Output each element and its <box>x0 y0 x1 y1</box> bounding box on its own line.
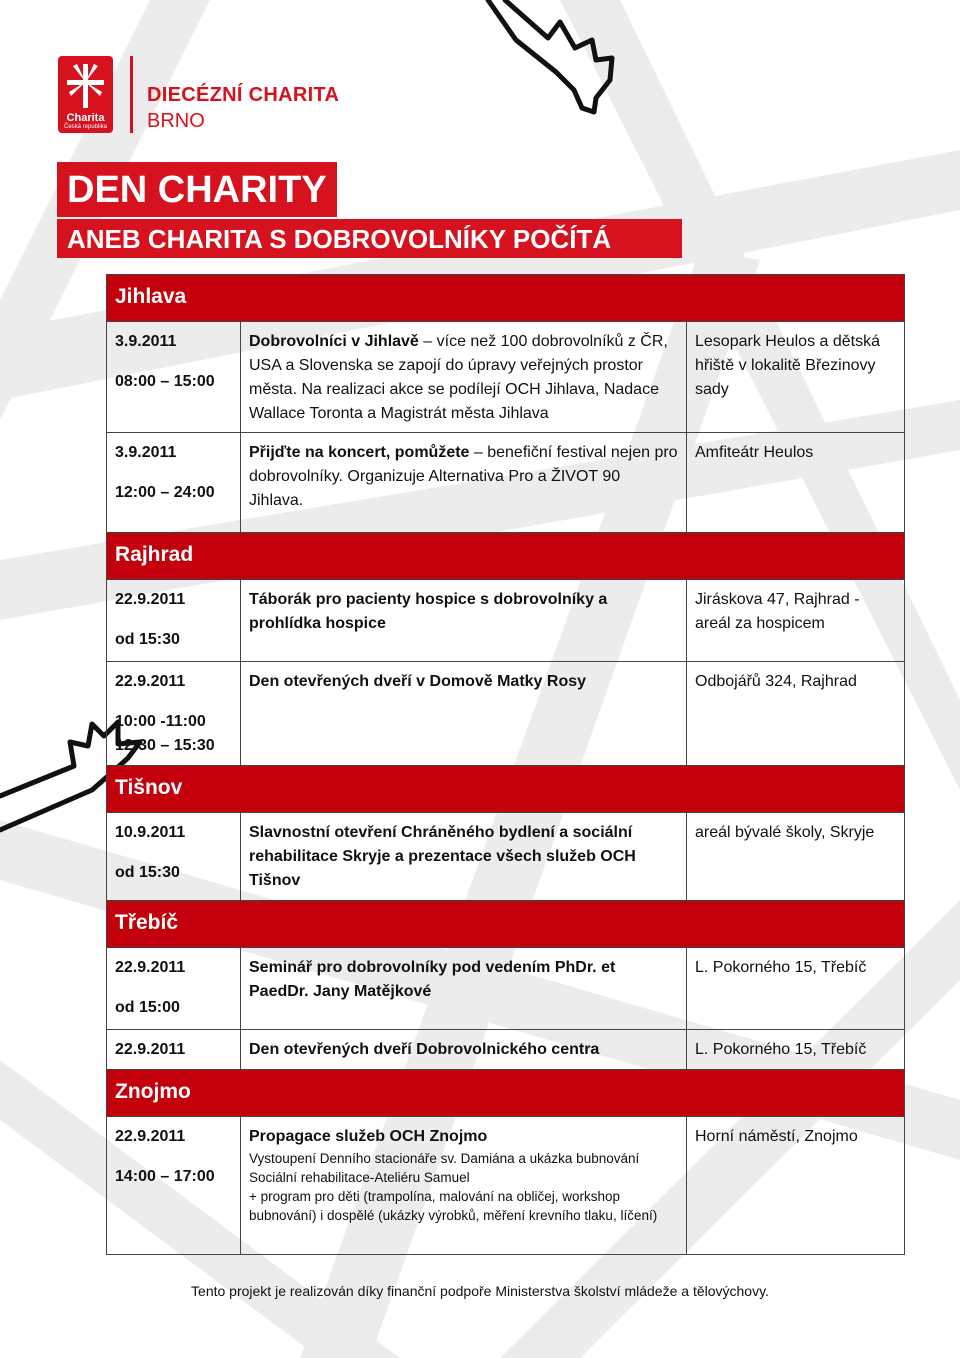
event-time: 12:00 – 24:00 <box>115 484 215 501</box>
city-name: Tišnov <box>107 766 905 813</box>
event-date: 22.9.2011 <box>115 1041 186 1058</box>
event-time: 14:00 – 17:00 <box>115 1168 215 1185</box>
event-place: Lesopark Heulos a dětská hřiště v lokalitě Březinovy sady <box>687 322 905 433</box>
event-description <box>241 580 687 662</box>
event-description <box>241 433 687 533</box>
event-date: 22.9.2011 <box>115 673 186 690</box>
city-header-jihlava <box>107 275 905 322</box>
event-title: Seminář pro dobrovolníky pod vedením PhDr. et PaedDr. Jany Matějkové <box>249 959 616 1000</box>
event-place: L. Pokorného 15, Třebíč <box>687 948 905 1030</box>
event-title: Přijďte na koncert, pomůžete <box>249 444 470 461</box>
city-header-tisnov <box>107 766 905 813</box>
logo-mark-label: Charita <box>66 112 105 124</box>
event-title: Táborák pro pacienty hospice s dobrovolníky a prohlídka hospice <box>249 591 608 632</box>
event-datetime <box>107 1117 241 1255</box>
event-date: 22.9.2011 <box>115 1128 186 1145</box>
event-datetime <box>107 662 241 766</box>
city-header-trebic <box>107 901 905 948</box>
event-text: – více než 100 dobrovolníků z ČR, USA a Slovenska se zapojí do úpravy veřejných prostor města. Na realizaci akce se podílejí OCH Jihlava, Nadace Wallace Toronta a Magistrát města Jihlava <box>249 333 668 422</box>
charita-cross-icon <box>65 62 106 110</box>
table-row <box>107 580 905 662</box>
city-header-znojmo <box>107 1070 905 1117</box>
table-row <box>107 813 905 901</box>
event-detail: Vystoupení Denního stacionáře sv. Damiána a ukázka bubnování Sociální rehabilitace-Ateliéru Samuel <box>249 1151 640 1185</box>
event-date: 10.9.2011 <box>115 824 186 841</box>
city-name: Jihlava <box>107 275 905 322</box>
event-datetime <box>107 322 241 433</box>
city-name: Znojmo <box>107 1070 905 1117</box>
event-title: Den otevřených dveří v Domově Matky Rosy <box>249 673 587 690</box>
table-row <box>107 322 905 433</box>
event-place: L. Pokorného 15, Třebíč <box>687 1030 905 1070</box>
city-name: Třebíč <box>107 901 905 948</box>
event-date: 3.9.2011 <box>115 444 177 461</box>
event-title: Propagace služeb OCH Znojmo <box>249 1128 488 1145</box>
event-datetime <box>107 1030 241 1070</box>
city-header-rajhrad <box>107 533 905 580</box>
event-place: areál bývalé školy, Skryje <box>687 813 905 901</box>
event-date: 22.9.2011 <box>115 959 186 976</box>
event-description <box>241 322 687 433</box>
charita-logo <box>58 56 358 136</box>
table-row <box>107 948 905 1030</box>
event-time: od 15:30 <box>115 631 180 648</box>
table-row <box>107 662 905 766</box>
event-detail-extra: + program pro děti (trampolína, malování na obličej, workshop bubnování) i dospělé (ukázky výrobků, měření krevního tlaku, líčení) <box>249 1189 658 1223</box>
event-datetime <box>107 813 241 901</box>
event-datetime <box>107 948 241 1030</box>
event-description <box>241 1117 687 1255</box>
event-place: Odbojářů 324, Rajhrad <box>687 662 905 766</box>
event-text: – benefiční festival nejen pro dobrovolníky. Organizuje Alternativa Pro a ŽIVOT 90 Jihlava. <box>249 444 678 509</box>
table-row <box>107 433 905 533</box>
footer-funding-note: Tento projekt je realizován díky finanční podpoře Ministerstva školství mládeže a tělovýchovy. <box>191 1283 769 1299</box>
city-name: Rajhrad <box>107 533 905 580</box>
table-row <box>107 1030 905 1070</box>
page-subtitle: ANEB CHARITA S DOBROVOLNÍKY POČÍTÁ <box>57 219 682 258</box>
event-title: Slavnostní otevření Chráněného bydlení a sociální rehabilitace Skryje a prezentace všech služeb OCH Tišnov <box>249 824 636 889</box>
logo-mark-sublabel: Česká republika <box>63 124 108 130</box>
event-description <box>241 813 687 901</box>
event-description <box>241 948 687 1030</box>
logo-name-line2: BRNO <box>147 110 205 132</box>
event-datetime <box>107 433 241 533</box>
event-datetime <box>107 580 241 662</box>
event-place: Amfiteátr Heulos <box>687 433 905 533</box>
event-schedule-table <box>106 274 905 1255</box>
logo-name-line1: DIECÉZNÍ CHARITA <box>147 84 340 106</box>
page-title: DEN CHARITY <box>57 162 337 217</box>
event-title: Dobrovolníci v Jihlavě <box>249 333 419 350</box>
event-time: 10:00 -11:00 <box>115 713 206 730</box>
event-date: 22.9.2011 <box>115 591 186 608</box>
event-place: Jiráskova 47, Rajhrad - areál za hospicem <box>687 580 905 662</box>
event-date: 3.9.2011 <box>115 333 177 350</box>
event-time: od 15:30 <box>115 864 180 881</box>
event-place: Horní náměstí, Znojmo <box>687 1117 905 1255</box>
event-description <box>241 662 687 766</box>
event-time: od 15:00 <box>115 999 180 1016</box>
charita-logo-mark <box>58 56 113 133</box>
event-time: 08:00 – 15:00 <box>115 373 215 390</box>
event-description <box>241 1030 687 1070</box>
logo-divider <box>130 56 133 133</box>
event-time-second: 12:30 – 15:30 <box>115 737 215 754</box>
table-row <box>107 1117 905 1255</box>
event-title: Den otevřených dveří Dobrovolnického centra <box>249 1041 600 1058</box>
